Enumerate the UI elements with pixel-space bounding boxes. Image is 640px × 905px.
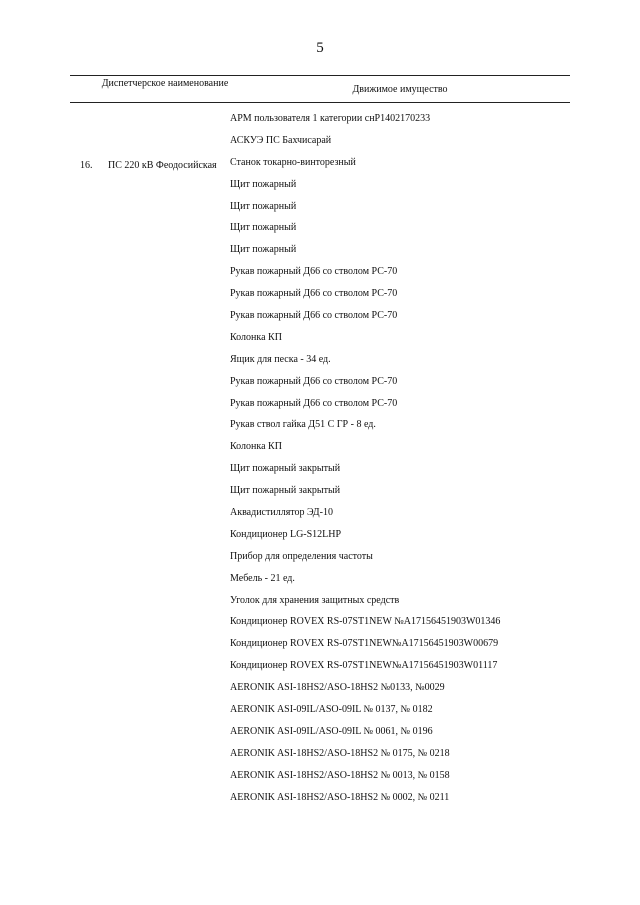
property-item: Колонка КП xyxy=(230,331,282,343)
column-header-movable-property: Движимое имущество xyxy=(352,84,448,95)
property-item: Рукав пожарный Д66 со стволом РС-70 xyxy=(230,375,398,387)
property-item: Колонка КП xyxy=(230,441,282,453)
property-item: Щит пожарный закрытый xyxy=(230,485,341,497)
property-item: Станок токарно-винторезный xyxy=(230,156,356,168)
table-top-rule xyxy=(70,75,570,76)
property-item: Рукав пожарный Д66 со стволом РС-70 xyxy=(230,397,398,409)
property-item: Щит пожарный xyxy=(230,244,297,256)
property-item: АСКУЭ ПС Бахчисарай xyxy=(230,134,332,146)
property-item: AERONIK ASI-18HS2/ASO-18HS2 № 0013, № 0158 xyxy=(230,769,450,781)
property-item: Рукав ствол гайка Д51 С ГР - 8 ед. xyxy=(230,419,376,431)
property-item: Уголок для хранения защитных средств xyxy=(230,594,400,606)
column-header-dispatch-name: Диспетчерское наименование xyxy=(101,78,229,89)
property-item: AERONIK ASI-18HS2/ASO-18HS2 №0133, №0029 xyxy=(230,682,445,694)
property-item: Мебель - 21 ед. xyxy=(230,572,295,584)
property-item: Щит пожарный xyxy=(230,222,297,234)
property-item: Щит пожарный xyxy=(230,178,297,190)
property-item: Прибор для определения частоты xyxy=(230,550,373,562)
property-list xyxy=(230,113,500,814)
property-item: Рукав пожарный Д66 со стволом РС-70 xyxy=(230,310,398,322)
property-item: Кондиционер ROVEX RS-07ST1NEW№А17156451903W00679 xyxy=(230,638,499,650)
property-item: AERONIK ASI-09IL/ASO-09IL № 0137, № 0182 xyxy=(230,704,433,716)
property-item: Кондиционер ROVEX RS-07ST1NEW№А17156451903W01117 xyxy=(230,660,498,672)
property-item: AERONIK ASI-18HS2/ASO-18HS2 № 0002, № 0211 xyxy=(230,791,450,803)
property-item: AERONIK ASI-18HS2/ASO-18HS2 № 0175, № 0218 xyxy=(230,747,450,759)
property-item: Кондиционер ROVEX RS-07ST1NEW №А17156451903W01346 xyxy=(230,616,501,628)
property-item: Рукав пожарный Д66 со стволом РС-70 xyxy=(230,288,398,300)
property-item: Щит пожарный xyxy=(230,200,297,212)
row-dispatch-name: ПС 220 кВ Феодосийская xyxy=(108,160,217,171)
property-item: Рукав пожарный Д66 со стволом РС-70 xyxy=(230,266,398,278)
property-item: АРМ пользователя 1 категории снР1402170233 xyxy=(230,113,431,124)
property-item: Ящик для песка - 34 ед. xyxy=(230,353,331,365)
property-item: Аквадистиллятор ЭД-10 xyxy=(230,507,333,519)
page-number: 5 xyxy=(316,40,324,56)
row-number: 16. xyxy=(80,160,93,171)
property-item: Щит пожарный закрытый xyxy=(230,463,341,475)
property-item: Кондиционер LG-S12LHP xyxy=(230,528,342,540)
property-item: AERONIK ASI-09IL/ASO-09IL № 0061, № 0196 xyxy=(230,725,433,737)
table-header-rule xyxy=(70,102,570,103)
